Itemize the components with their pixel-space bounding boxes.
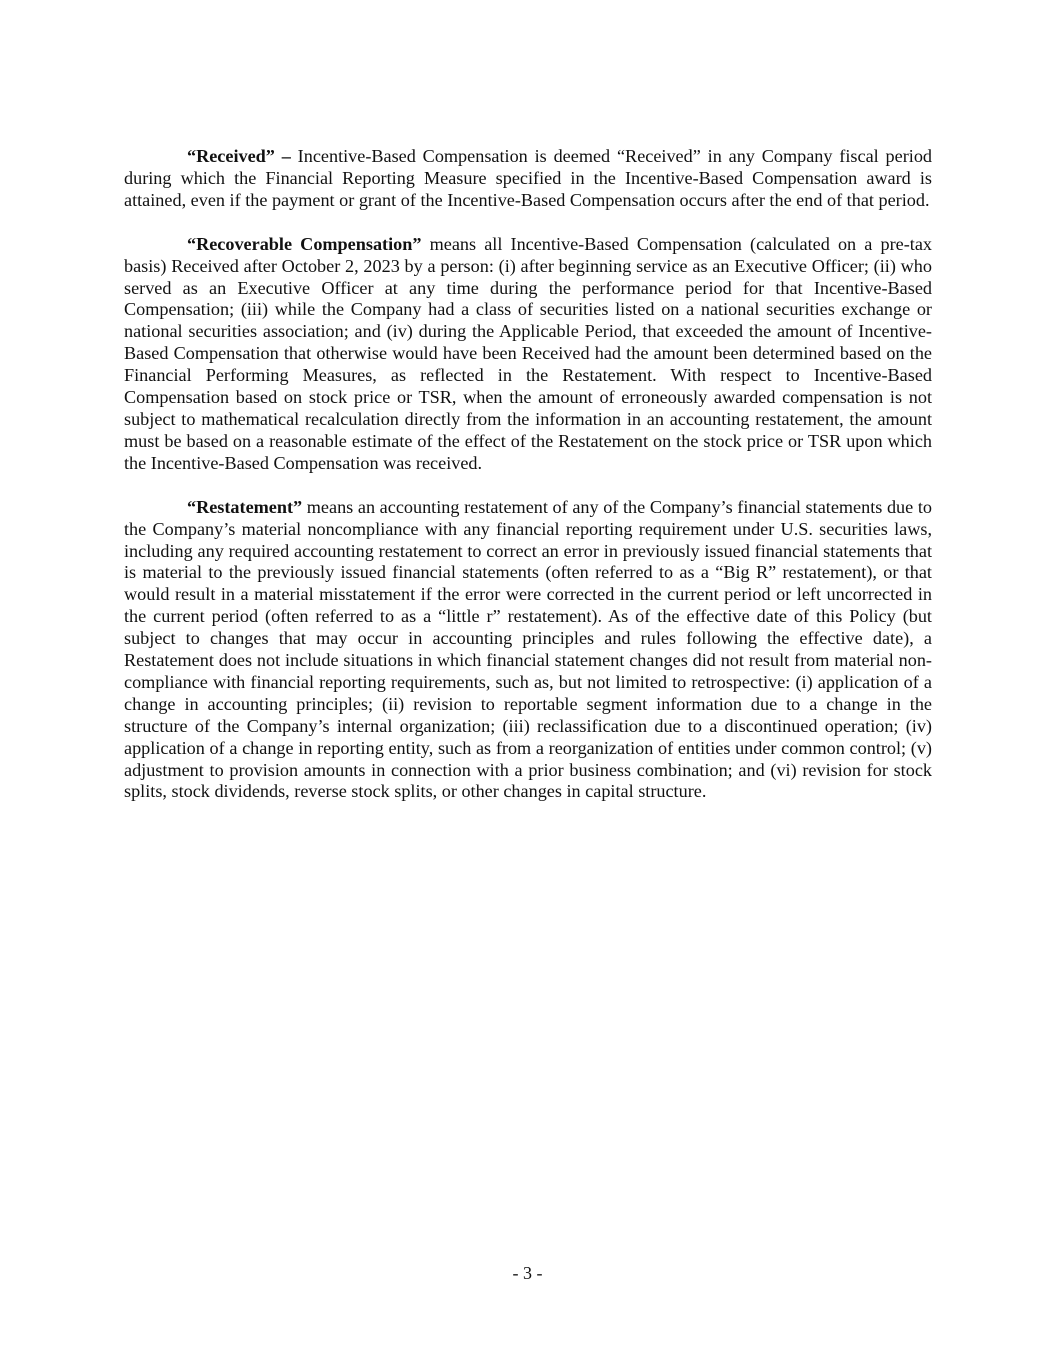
- document-body: [124, 146, 932, 825]
- definition-text: means an accounting restatement of any of the Company’s financial statements due to the Company’s material noncompliance with any financial reporting requirement under U.S. securities laws, including any required accounting restatement to correct an error in previously issued financial statements that is material to the previously issued financial statements (often referred to as a “Big R” restatement), or that would result in a material misstatement if the error were corrected in the current period or left uncorrected in the current period (often referred to as a “little r” restatement). As of the effective date of this Policy (but subject to changes that may occur in accounting principles and rules following the effective date), a Restatement does not include situations in which financial statement changes did not result from material non-compliance with financial reporting requirements, such as, but not limited to retrospective: (i) application of a change in accounting principles; (ii) revision to reportable segment information due to a change in the structure of the Company’s internal organization; (iii) reclassification due to a discontinued operation; (iv) application of a change in reporting entity, such as from a reorganization of entities under common control; (v) adjustment to provision amounts in connection with a prior business combination; and (vi) revision for stock splits, stock dividends, reverse stock splits, or other changes in capital structure.: [124, 496, 932, 802]
- definition-text: means all Incentive-Based Compensation (calculated on a pre-tax basis) Received after October 2, 2023 by a person: (i) after beginning service as an Executive Officer; (ii) who served as an Executive Officer at any time during the performance period for that Incentive-Based Compensation; (iii) while the Company had a class of securities listed on a national securities exchange or national securities association; and (iv) during the Applicable Period, that exceeded the amount of Incentive-Based Compensation that otherwise would have been Received had the amount been determined based on the Financial Performing Measures, as reflected in the Restatement. With respect to Incentive-Based Compensation based on stock price or TSR, when the amount of erroneously awarded compensation is not subject to mathematical recalculation directly from the information in an accounting restatement, the amount must be based on a reasonable estimate of the effect of the Restatement on the stock price or TSR upon which the Incentive-Based Compensation was received.: [124, 233, 932, 473]
- definition-text: Incentive-Based Compensation is deemed “Received” in any Company fiscal period during which the Financial Reporting Measure specified in the Incentive-Based Compensation award is attained, even if the payment or grant of the Incentive-Based Compensation occurs after the end of that period.: [124, 146, 933, 210]
- definition-received: [124, 146, 932, 212]
- defined-term: “Restatement”: [187, 496, 303, 517]
- defined-term: “Recoverable Compensation”: [187, 233, 422, 254]
- defined-term: “Received” –: [187, 146, 291, 166]
- definition-recoverable-compensation: [124, 234, 932, 475]
- definition-restatement: [124, 497, 932, 804]
- page-number: - 3 -: [512, 1263, 543, 1283]
